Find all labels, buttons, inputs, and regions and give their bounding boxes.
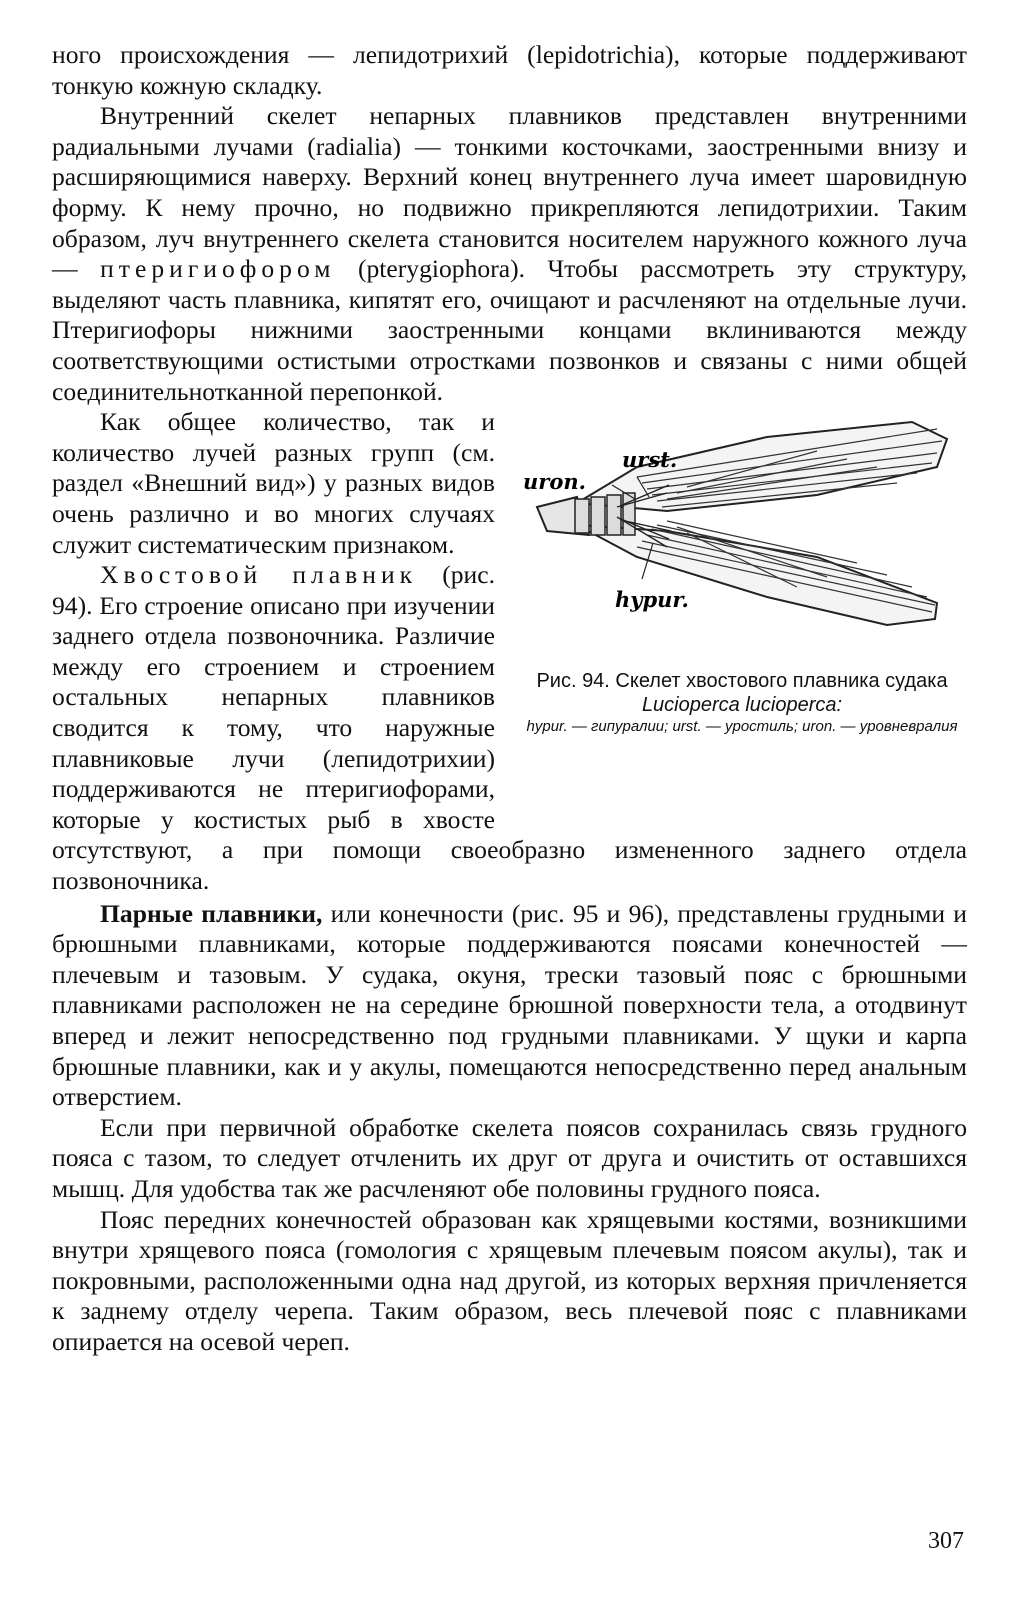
- tail-fin-illustration: [517, 407, 967, 667]
- caption-keys: hypur. — гипуралии; urst. — уростиль; uron. — уровневралия: [526, 718, 958, 736]
- term-pterygiophore: птеригиофором: [100, 254, 336, 284]
- caption-title: Рис. 94. Скелет хвостового плавника судака: [536, 670, 948, 693]
- caption-species: Lucioperca lucioperca:: [641, 694, 843, 717]
- paragraph-3: Как общее количество, так и количество лучей разных групп (см. раздел «Внешний вид») у разных видов очень различно и во многих случаях служит систематическим признаком.: [52, 407, 495, 559]
- figure-caption: [517, 669, 967, 736]
- paragraph-4: Хвостовой плавник (рис. 94). Его строение описано при изучении заднего отдела позвоночника. Различие между его строением и строением остальных непарных плавников сводится к тому, что наружные плавниковые лучи (лепидотрихии) поддерживаются не птеригиофорами, которые у костистых рыб в хвосте отсутствуют, а при помощи своеобразно измененного заднего отдела позвоночника.: [52, 560, 967, 896]
- paragraph-5: Парные плавники, или конечности (рис. 95 и 96), представлены грудными и брюшными плавниками, которые поддерживаются поясами конечностей — плечевым и тазовым. У судака, окуня, трески тазовый пояс с брюшными плавниками расположен не на середине брюшной поверхности тела, а отодвинут вперед и лежит непосредственно под грудными плавниками. У щуки и карпа брюшные плавники, как и у акулы, помещаются непосредственно перед анальным отверстием.: [52, 898, 967, 1112]
- body-text: [52, 40, 967, 1358]
- paragraph-2-end: (pterygiophora). Чтобы рассмотреть эту структуру, выделяют часть плавника, кипятят его, очищают и расчленяют на отдельные лучи. Птеригиофоры нижними заостренными концами вклиниваются между соответствующими остистыми отростками позвонков и связаны с ними общей соединительнотканной перепонкой.: [52, 254, 968, 406]
- label-urst: urst.: [622, 447, 678, 473]
- term-paired-fins: Парные плавники,: [100, 898, 323, 928]
- page-number: 307: [928, 1528, 964, 1554]
- paragraph-1: ного происхождения — лепидотрихий (lepidotrichia), которые поддерживают тонкую кожную складку.: [52, 40, 967, 100]
- figure-94: [517, 407, 967, 805]
- paragraph-6: Если при первичной обработке скелета поясов сохранилась связь грудного пояса с тазом, то следует отчленить их друг от друга и очистить от оставшихся мышц. Для удобства так же расчленяют обе половины грудного пояса.: [52, 1112, 967, 1203]
- label-uron: uron.: [523, 469, 586, 495]
- paragraph-7: Пояс передних конечностей образован как хрящевыми костями, возникшими внутри хрящевого пояса (гомология с хрящевым плечевым поясом акулы), так и покровными, расположенными одна над другой, из которых верхняя причленяется к заднему отделу черепа. Таким образом, весь плечевой пояс с плавниками опирается на осевой череп.: [52, 1204, 967, 1356]
- label-hypur: hypur.: [615, 587, 689, 613]
- term-caudal-fin: Хвостовой плавник: [100, 560, 418, 590]
- paragraph-2: [52, 101, 967, 407]
- paragraph-2-start: Внутренний скелет непарных плавников представлен внутренними радиальными лучами (radialia) — тонкими косточками, заостренными внизу и расширяющимися наверху. Верхний конец внутреннего луча имеет шаровидную форму. К нему прочно, но подвижно прикрепляются лепидотрихии. Таким образом, луч внутреннего скелета становится носителем наружного кожного луча —: [52, 101, 967, 284]
